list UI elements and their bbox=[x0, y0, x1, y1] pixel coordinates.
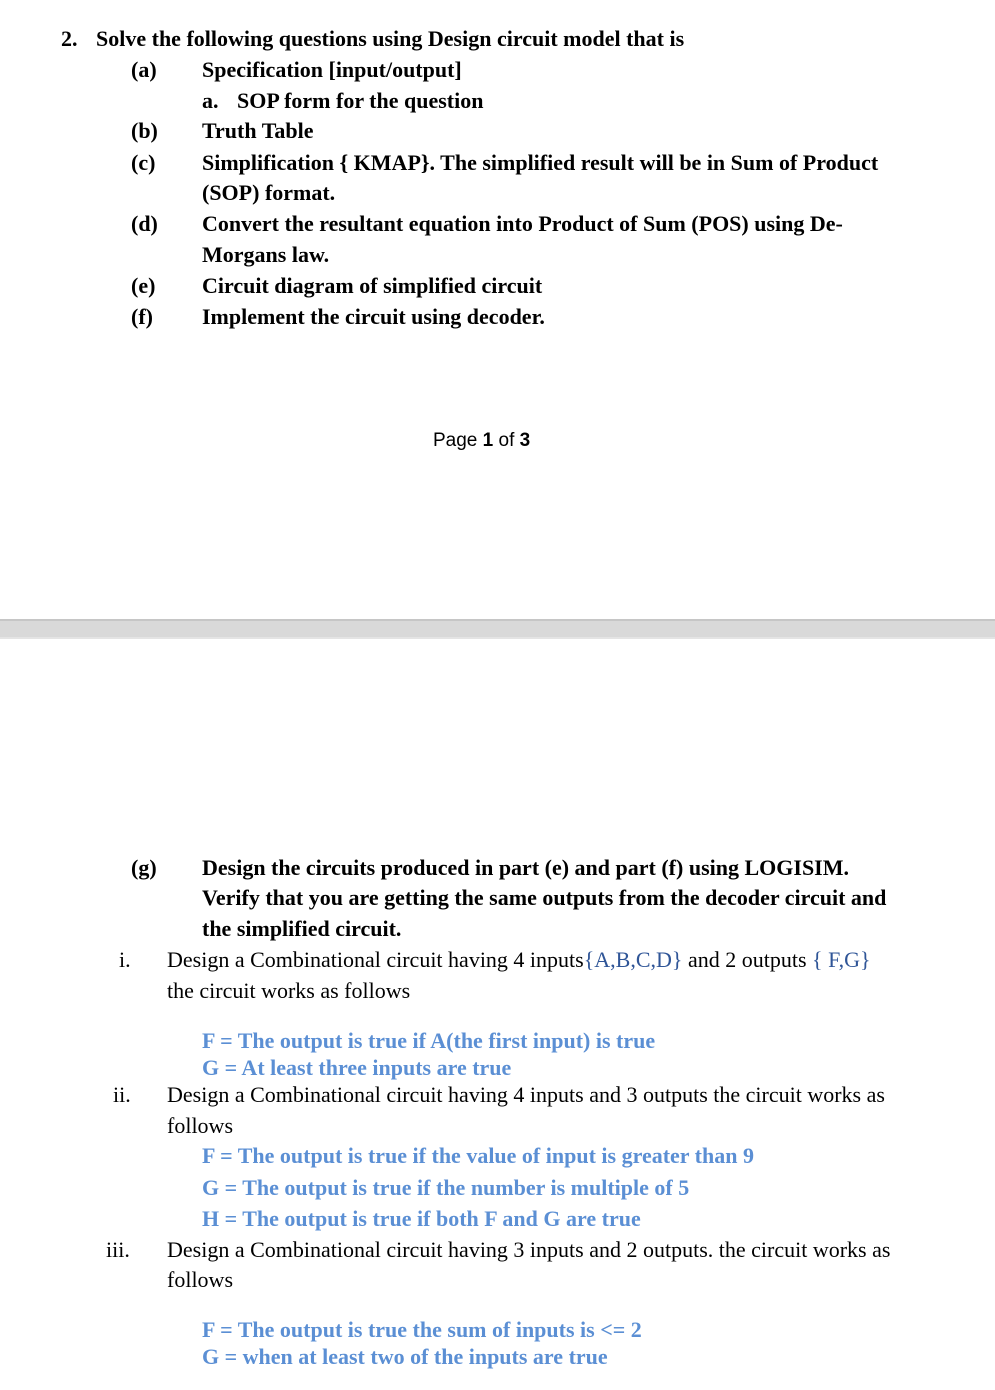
item-ii-line2: follows bbox=[167, 1113, 233, 1138]
part-c-label: (c) bbox=[131, 150, 156, 175]
part-c-text-line1: Simplification { KMAP}. The simplified result will be in Sum of Product bbox=[202, 150, 879, 175]
item-ii-output-f: F = The output is true if the value of input is greater than 9 bbox=[202, 1143, 754, 1168]
part-g-line2: Verify that you are getting the same outputs from the decoder circuit and bbox=[202, 885, 887, 910]
part-a-text: Specification [input/output] bbox=[202, 57, 462, 82]
item-ii-line1: Design a Combinational circuit having 4 inputs and 3 outputs the circuit works as bbox=[167, 1082, 885, 1107]
part-a-label: (a) bbox=[131, 57, 157, 82]
item-ii-numeral: ii. bbox=[113, 1082, 131, 1107]
item-i-numeral: i. bbox=[119, 947, 131, 972]
part-f-label: (f) bbox=[131, 304, 153, 329]
sub-a-text: SOP form for the question bbox=[237, 88, 484, 113]
footer-of-word: of bbox=[498, 430, 515, 451]
item-i-line1-mid: and 2 outputs bbox=[682, 947, 813, 972]
part-e-label: (e) bbox=[131, 273, 156, 298]
item-iii-output-f: F = The output is true the sum of inputs is <= 2 bbox=[202, 1317, 642, 1342]
item-iii-line2: follows bbox=[167, 1267, 233, 1292]
item-i-output-f: F = The output is true if A(the first input) is true bbox=[202, 1028, 656, 1053]
footer-total-pages: 3 bbox=[519, 430, 531, 451]
footer-page-word: Page bbox=[433, 430, 478, 451]
part-c-text-line2: (SOP) format. bbox=[202, 180, 336, 205]
part-b-text: Truth Table bbox=[202, 118, 314, 143]
item-iii-output-g: G = when at least two of the inputs are true bbox=[202, 1344, 608, 1369]
question-number: 2. bbox=[61, 26, 78, 51]
footer-current-page: 1 bbox=[482, 430, 494, 451]
item-i-outputs: { F,G} bbox=[812, 947, 871, 972]
part-g-line1: Design the circuits produced in part (e) and part (f) using LOGISIM. bbox=[202, 855, 850, 880]
sub-a-label: a. bbox=[202, 88, 219, 113]
part-e-text: Circuit diagram of simplified circuit bbox=[202, 273, 543, 298]
item-ii-output-h: H = The output is true if both F and G are true bbox=[202, 1206, 641, 1231]
page-break-divider bbox=[0, 619, 995, 639]
item-ii-output-g: G = The output is true if the number is multiple of 5 bbox=[202, 1175, 690, 1200]
item-i-line1 bbox=[167, 947, 871, 973]
part-f-text: Implement the circuit using decoder. bbox=[202, 304, 545, 329]
part-g-label: (g) bbox=[131, 855, 157, 880]
item-i-line2: the circuit works as follows bbox=[167, 978, 411, 1003]
item-iii-line1: Design a Combinational circuit having 3 inputs and 2 outputs. the circuit works as bbox=[167, 1237, 891, 1262]
item-i-output-g: G = At least three inputs are true bbox=[202, 1055, 512, 1080]
item-iii-numeral: iii. bbox=[106, 1237, 130, 1262]
page-footer bbox=[433, 430, 530, 452]
part-d-text-line1: Convert the resultant equation into Product of Sum (POS) using De- bbox=[202, 211, 843, 236]
item-i-line1-prefix: Design a Combinational circuit having 4 inputs bbox=[167, 947, 584, 972]
item-i-inputs: {A,B,C,D} bbox=[583, 947, 683, 972]
question-title: Solve the following questions using Design circuit model that is bbox=[96, 26, 685, 51]
part-d-text-line2: Morgans law. bbox=[202, 242, 330, 267]
part-d-label: (d) bbox=[131, 211, 158, 236]
part-g-line3: the simplified circuit. bbox=[202, 916, 402, 941]
part-b-label: (b) bbox=[131, 118, 158, 143]
